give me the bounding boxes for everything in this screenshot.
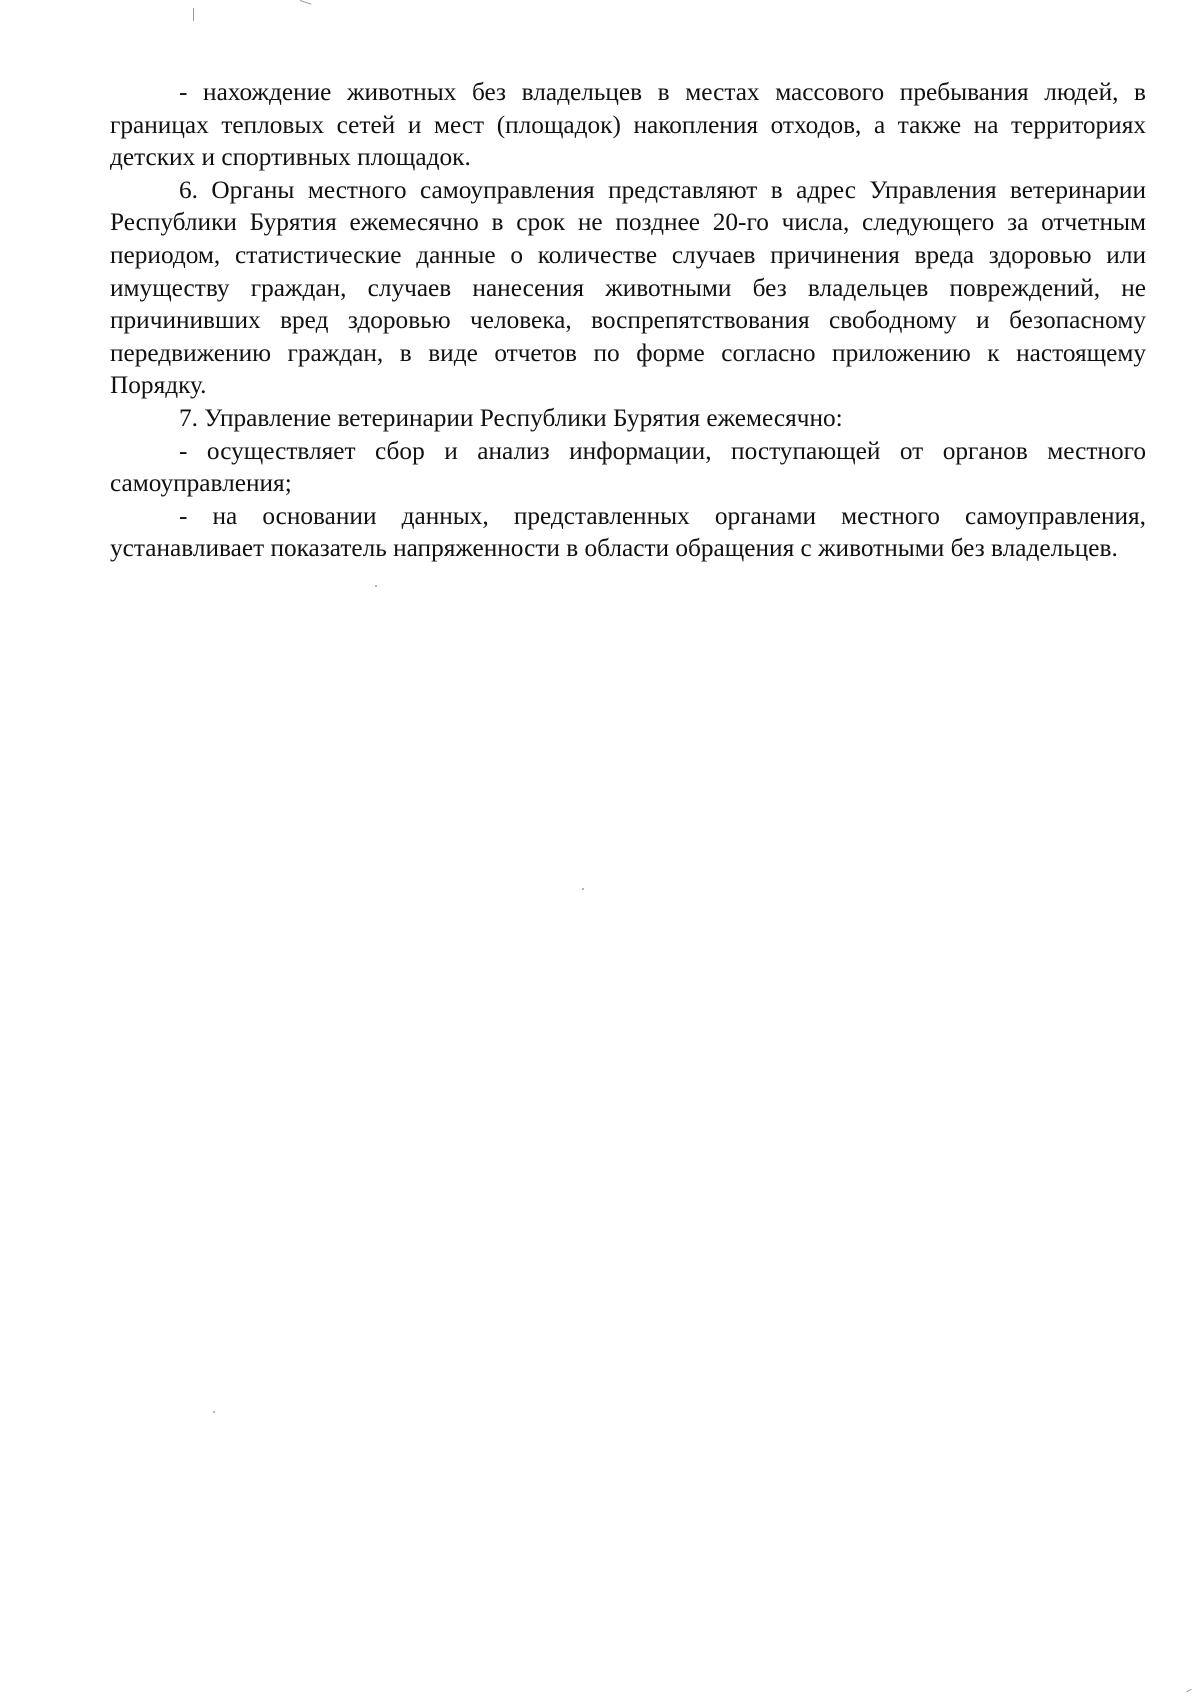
- paragraph-animals-in-public-places: - нахождение животных без владельцев в местах массового пребывания людей, в границах тепловых сетей и мест (площадок) накопления отходов, а также на территориях детских и спортивных площадок.: [110, 78, 1146, 172]
- scan-speck: [582, 888, 584, 890]
- scan-speck: [1186, 1689, 1192, 1693]
- paragraph-tension-indicator: - на основании данных, представленных органами местного самоуправления, устанавливает показатель напряженности в области обращения с животными без владельцев.: [110, 501, 1146, 563]
- scan-speck: [193, 8, 194, 21]
- paragraph-6-local-authorities-reports: 6. Органы местного самоуправления представляют в адрес Управления ветеринарии Республики Бурятия ежемесячно в срок не позднее 20-го числа, следующего за отчетным периодом, статистические данные о количестве случаев причинения вреда здоровью или имуществу граждан, случаев нанесения животными без владельцев повреждений, не причинивших вред здоровью человека, воспрепятствования свободному и безопасному передвижению граждан, в виде отчетов по форме согласно приложению к настоящему Порядку.: [110, 175, 1146, 400]
- paragraph-collect-and-analyze: - осуществляет сбор и анализ информации, поступающей от органов местного самоуправления;: [110, 436, 1146, 498]
- scan-speck: [375, 585, 377, 587]
- scan-speck: [213, 1411, 215, 1413]
- document-body: [110, 76, 1146, 565]
- scan-speck: [300, 0, 312, 5]
- paragraph-7-veterinary-administration: 7. Управление ветеринарии Республики Бурятия ежемесячно:: [179, 403, 843, 432]
